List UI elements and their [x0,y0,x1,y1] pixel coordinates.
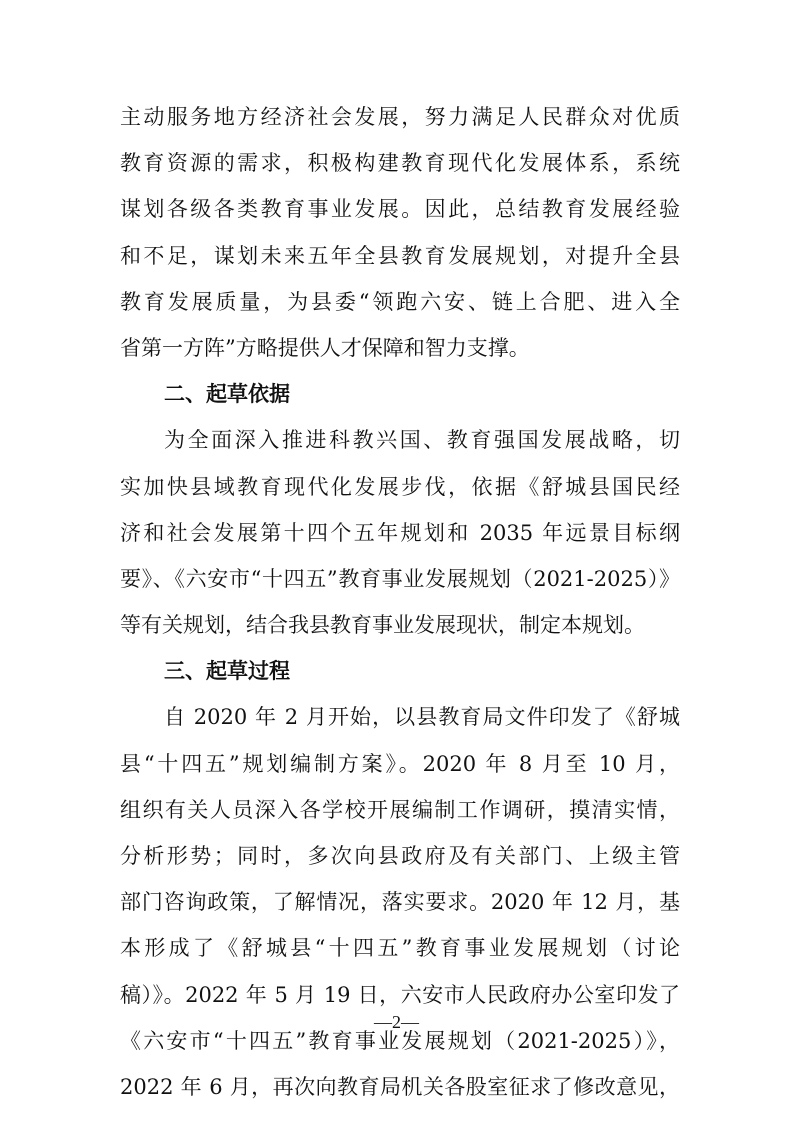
body-text [120,94,680,1110]
paragraph-line: 等有关规划，结合我县教育事业发展现状，制定本规划。 [120,613,645,638]
paragraph-line: 教育发展质量，为县委“领跑六安、链上合肥、进入全 [120,289,680,314]
paragraph-line: 《六安市“十四五”教育事业发展规划（2021-2025）》， [120,1028,680,1053]
paragraph-line: 2022 年 6 月，再次向教育局机关各股室征求了修改意见， [120,1074,680,1099]
paragraph-line: 部门咨询政策，了解情况，落实要求。2020 年 12 月，基 [120,890,680,915]
paragraph-line: 县“十四五”规划编制方案》。2020 年 8 月至 10 月， [120,751,680,776]
paragraph-line: 自 2020 年 2 月开始，以县教育局文件印发了《舒城 [164,705,680,730]
paragraph-line: 为全面深入推进科教兴国、教育强国发展战略，切 [164,428,680,453]
paragraph-line: 本形成了《舒城县“十四五”教育事业发展规划（讨论 [120,936,680,961]
paragraph-line: 要》、《六安市“十四五”教育事业发展规划（2021-2025）》 [120,566,680,591]
paragraph-line: 谋划各级各类教育事业发展。因此，总结教育发展经验 [120,197,680,222]
paragraph-line: 省第一方阵”方略提供人才保障和智力支撑。 [120,335,530,360]
paragraph-line: 分析形势；同时，多次向县政府及有关部门、上级主管 [120,844,680,868]
paragraph-line: 和不足，谋划未来五年全县教育发展规划，对提升全县 [120,243,680,268]
paragraph-line: 济和社会发展第十四个五年规划和 2035 年远景目标纲 [120,520,680,545]
paragraph-line: 稿）》。2022 年 5 月 19 日，六安市人民政府办公室印发了 [120,982,680,1007]
paragraph-line: 教育资源的需求，积极构建教育现代化发展体系，系统 [120,151,680,176]
section-heading: 二、起草依据 [164,382,290,407]
paragraph-line: 实加快县域教育现代化发展步伐，依据《舒城县国民经 [120,474,680,499]
section-heading: 三、起草过程 [164,659,290,684]
paragraph-line: 主动服务地方经济社会发展，努力满足人民群众对优质 [120,105,680,129]
paragraph-line: 组织有关人员深入各学校开展编制工作调研，摸清实情， [120,797,680,822]
page-number: —2— [374,1012,419,1032]
